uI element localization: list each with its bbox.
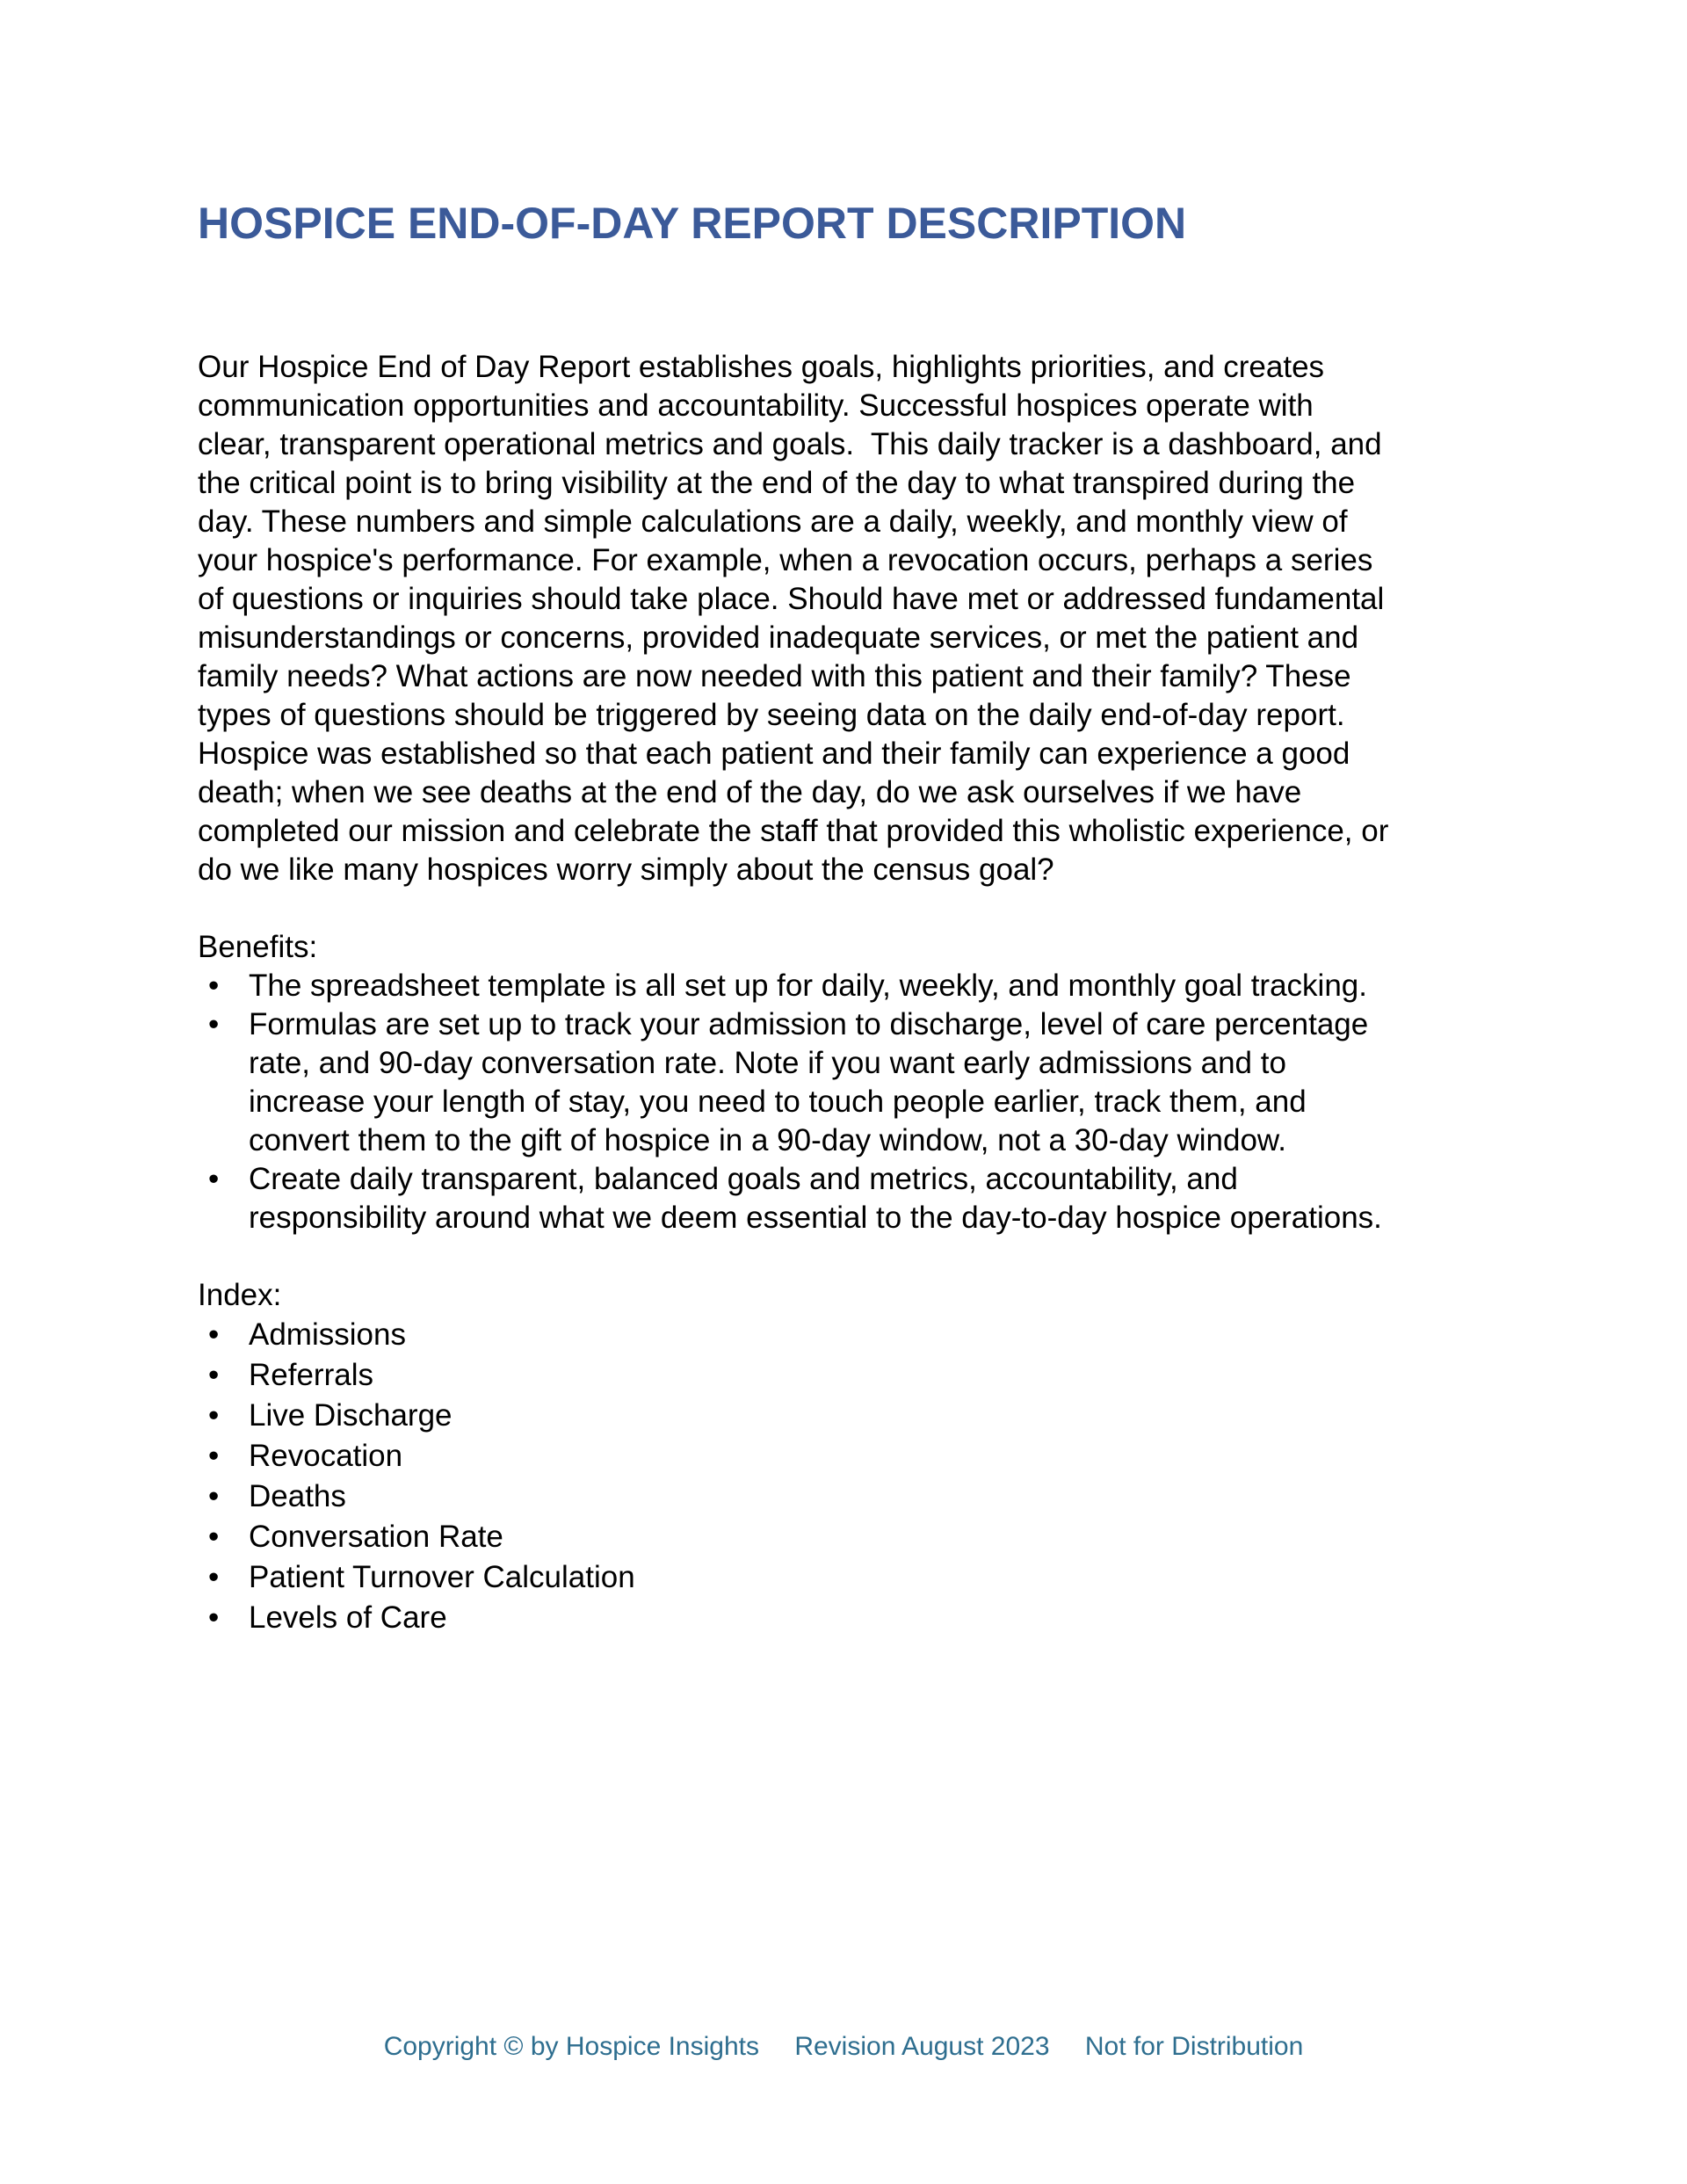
index-item <box>198 1598 1494 1638</box>
benefits-heading: Benefits: <box>198 930 318 964</box>
bullet-icon: • <box>208 1162 220 1196</box>
index-item <box>198 1436 1494 1477</box>
bullet-icon: • <box>208 1520 220 1554</box>
index-item-label: Revocation <box>249 1439 403 1473</box>
intro-line: completed our mission and celebrate the staff that provided this wholistic experience, or <box>198 814 1389 848</box>
document-page <box>198 200 1494 1638</box>
benefits-item-text <box>249 1160 1382 1237</box>
benefits-item <box>198 1005 1494 1160</box>
benefits-line: convert them to the gift of hospice in a 90-day window, not a 30-day window. <box>249 1123 1286 1157</box>
intro-line: the critical point is to bring visibility at the end of the day to what transpired during the <box>198 466 1356 500</box>
bullet-icon: • <box>208 1560 220 1594</box>
intro-line: death; when we see deaths at the end of the day, do we ask ourselves if we have <box>198 775 1302 809</box>
intro-line: misunderstandings or concerns, provided inadequate services, or met the patient and <box>198 620 1359 655</box>
bullet-icon: • <box>208 1317 220 1352</box>
benefits-line: increase your length of stay, you need to touch people earlier, track them, and <box>249 1085 1307 1119</box>
footer-distribution: Not for Distribution <box>1084 2032 1304 2061</box>
index-item-label: Patient Turnover Calculation <box>249 1560 635 1594</box>
footer-copyright: Copyright © by Hospice Insights <box>383 2032 759 2061</box>
bullet-icon: • <box>208 969 220 1003</box>
index-item <box>198 1557 1494 1598</box>
benefits-line: responsibility around what we deem essential to the day-to-day hospice operations. <box>249 1201 1382 1235</box>
bullet-icon: • <box>208 1479 220 1513</box>
index-item-label: Levels of Care <box>249 1600 447 1635</box>
bullet-icon: • <box>208 1358 220 1392</box>
bullet-icon: • <box>208 1398 220 1433</box>
page-footer <box>0 2030 1687 2064</box>
intro-line: types of questions should be triggered by seeing data on the daily end-of-day report. <box>198 698 1345 732</box>
index-item <box>198 1517 1494 1557</box>
intro-line: clear, transparent operational metrics and goals. This daily tracker is a dashboard, and <box>198 427 1382 461</box>
benefits-item-text <box>249 967 1367 1005</box>
intro-paragraph <box>198 348 1494 889</box>
bullet-icon: • <box>208 1439 220 1473</box>
index-item-label: Admissions <box>249 1317 406 1352</box>
benefits-item <box>198 1160 1494 1237</box>
intro-line: day. These numbers and simple calculations are a daily, weekly, and monthly view of <box>198 504 1348 539</box>
index-list <box>198 1315 1494 1638</box>
index-item-label: Live Discharge <box>249 1398 453 1433</box>
index-item <box>198 1355 1494 1396</box>
index-item-label: Deaths <box>249 1479 346 1513</box>
intro-line: communication opportunities and accountability. Successful hospices operate with <box>198 388 1314 423</box>
intro-line: do we like many hospices worry simply about the census goal? <box>198 853 1054 887</box>
benefits-list <box>198 967 1494 1237</box>
index-item <box>198 1315 1494 1355</box>
intro-line: your hospice's performance. For example, when a revocation occurs, perhaps a series <box>198 543 1373 577</box>
footer-revision: Revision August 2023 <box>794 2032 1050 2061</box>
page-title: HOSPICE END-OF-DAY REPORT DESCRIPTION <box>198 199 1187 248</box>
bullet-icon: • <box>208 1007 220 1041</box>
intro-line: Hospice was established so that each patient and their family can experience a good <box>198 736 1350 771</box>
index-item <box>198 1477 1494 1517</box>
benefits-line: Formulas are set up to track your admission to discharge, level of care percentage <box>249 1007 1369 1041</box>
index-heading: Index: <box>198 1278 282 1312</box>
benefits-line: rate, and 90-day conversation rate. Note if you want early admissions and to <box>249 1046 1286 1080</box>
index-item <box>198 1396 1494 1436</box>
index-item-label: Referrals <box>249 1358 373 1392</box>
benefits-line: The spreadsheet template is all set up for daily, weekly, and monthly goal tracking. <box>249 969 1367 1003</box>
benefits-item <box>198 967 1494 1005</box>
intro-line: of questions or inquiries should take place. Should have met or addressed fundamental <box>198 582 1385 616</box>
benefits-item-text <box>249 1005 1368 1160</box>
benefits-line: Create daily transparent, balanced goals and metrics, accountability, and <box>249 1162 1238 1196</box>
intro-line: family needs? What actions are now needed with this patient and their family? These <box>198 659 1351 693</box>
intro-line: Our Hospice End of Day Report establishes goals, highlights priorities, and creates <box>198 350 1325 384</box>
index-item-label: Conversation Rate <box>249 1520 503 1554</box>
bullet-icon: • <box>208 1600 220 1635</box>
